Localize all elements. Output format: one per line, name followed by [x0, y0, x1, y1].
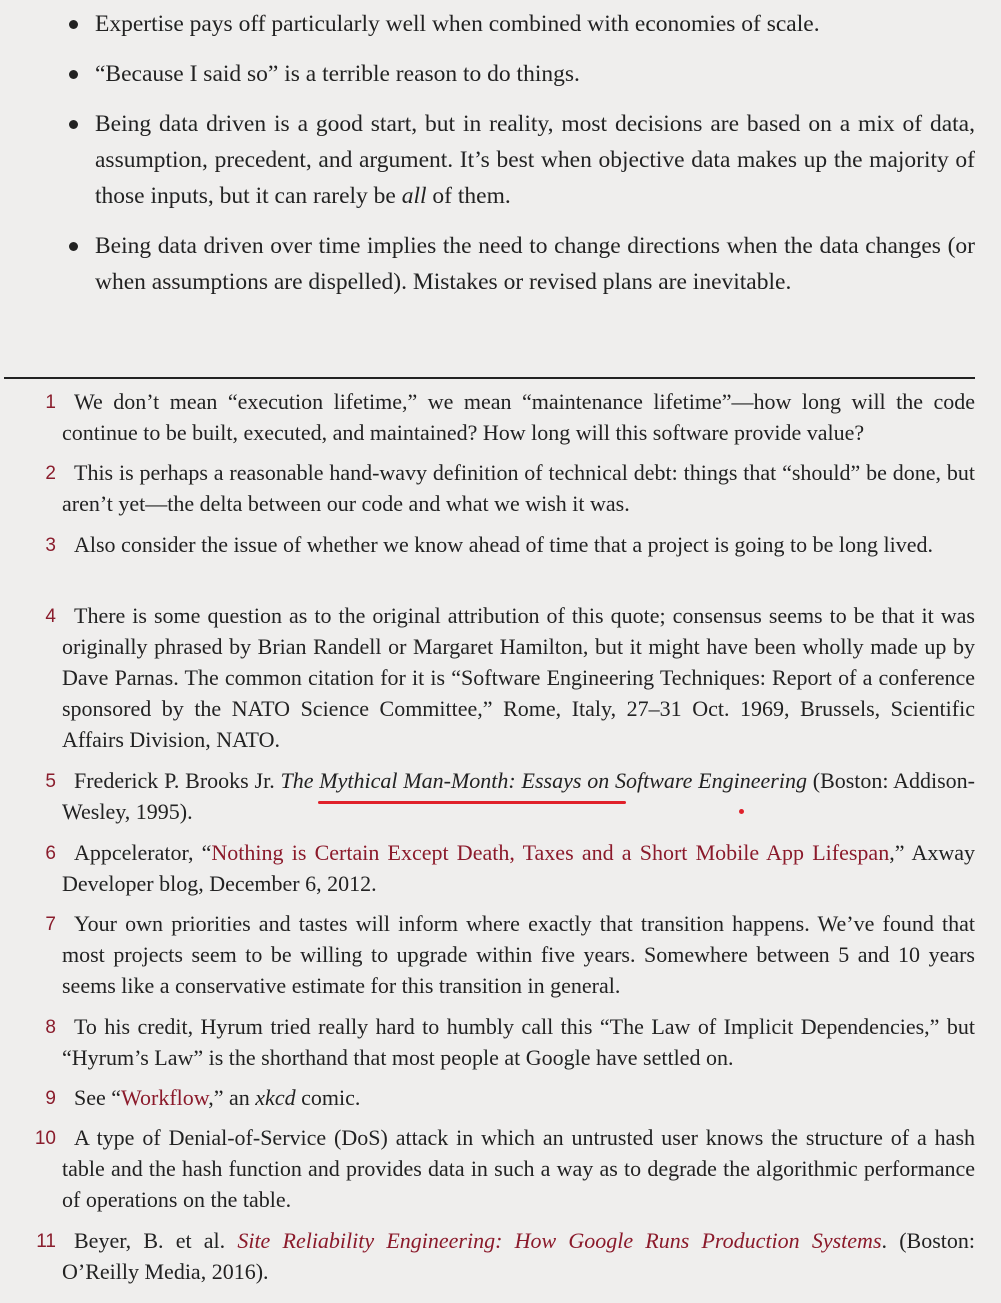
footnote-number[interactable]: 7	[45, 914, 56, 935]
footnote-11	[36, 1225, 975, 1287]
footnote-number[interactable]: 1	[45, 392, 56, 413]
bullet-item: “Because I said so” is a terrible reason to do things.	[95, 56, 975, 92]
footnote-number[interactable]: 6	[45, 843, 56, 864]
citation-author: Frederick P. Brooks Jr.	[74, 768, 281, 793]
citation-prefix: See “	[74, 1085, 122, 1110]
red-dot-annotation	[739, 809, 744, 814]
citation-suffix: comic.	[295, 1085, 361, 1110]
red-underline-annotation	[318, 801, 626, 804]
bullet-text: of them.	[426, 183, 511, 209]
footnote-3	[45, 529, 975, 560]
footnote-text: This is perhaps a reasonable hand-wavy definition of technical debt: things that “should” be done, but aren’t yet—the delta between our code and what we wish it was.	[62, 460, 975, 516]
footnote-text: A type of Denial-of-Service (DoS) attack in which an untrusted user knows the structure of a hash table and the hash function and provides data in such a way as to degrade the algorithmic performance of operations on the table.	[62, 1125, 975, 1212]
book-title: The Mythical Man-Month: Essays on Software Engineering	[280, 768, 807, 793]
footnote-6	[45, 837, 975, 899]
citation-middle: ,” an	[208, 1085, 256, 1110]
citation-detail: ,” Axway Developer blog, December 6, 2012.	[62, 840, 975, 896]
article-link[interactable]: Nothing is Certain Except Death, Taxes and a Short Mobile App Lifespan	[211, 840, 890, 865]
citation-publisher: . (Boston: O’Reilly Media, 2016).	[62, 1228, 975, 1284]
footnote-number[interactable]: 11	[36, 1231, 56, 1252]
citation-publisher: (Boston: Addison-Wesley, 1995).	[62, 768, 976, 824]
bullet-emphasis: all	[401, 183, 427, 209]
footnote-text	[62, 765, 975, 827]
bullet-text: Being data driven is a good start, but in reality, most decisions are based on a mix of data, assumption, precedent, and argument. It’s best when objective data makes up the majority of those inputs, but it can rarely be	[95, 111, 975, 209]
footnote-divider	[4, 377, 975, 379]
footnote-9	[45, 1082, 975, 1113]
bullet-item: Expertise pays off particularly well when combined with economies of scale.	[95, 6, 975, 42]
footnote-text: There is some question as to the original attribution of this quote; consensus seems to be that it was originally phrased by Brian Randell or Margaret Hamilton, but it might have been wholly made up by Dave Parnas. The common citation for it is “Software Engineering Techniques: Report of a conference sponsored by the NATO Science Committee,” Rome, Italy, 27–31 Oct. 1969, Brussels, Scientific Affairs Division, NATO.	[62, 603, 975, 752]
footnote-number[interactable]: 2	[45, 463, 56, 484]
footnote-10	[34, 1122, 975, 1215]
citation-source: Appcelerator, “	[74, 840, 212, 865]
footnote-8	[45, 1011, 975, 1073]
citation-author: Beyer, B. et al.	[74, 1228, 238, 1253]
comic-name: xkcd	[255, 1085, 296, 1110]
footnote-4	[45, 600, 975, 755]
footnote-text	[62, 1225, 975, 1287]
footnote-number[interactable]: 10	[34, 1128, 56, 1149]
footnote-number[interactable]: 9	[45, 1088, 56, 1109]
footnote-number[interactable]: 4	[45, 606, 56, 627]
footnote-text: We don’t mean “execution lifetime,” we mean “maintenance lifetime”—how long will the code continue to be built, executed, and maintained? How long will this software provide value?	[62, 389, 975, 445]
footnote-text: To his credit, Hyrum tried really hard to humbly call this “The Law of Implicit Dependencies,” but “Hyrum’s Law” is the shorthand that most people at Google have settled on.	[62, 1014, 975, 1070]
footnote-number[interactable]: 3	[45, 535, 56, 556]
comic-link[interactable]: Workflow	[121, 1085, 209, 1110]
footnote-1	[45, 386, 975, 448]
footnote-text: Also consider the issue of whether we know ahead of time that a project is going to be long lived.	[74, 532, 934, 557]
bullet-item	[95, 106, 975, 214]
footnote-number[interactable]: 5	[45, 771, 56, 792]
bullet-item: Being data driven over time implies the need to change directions when the data changes (or when assumptions are dispelled). Mistakes or revised plans are inevitable.	[95, 228, 975, 300]
book-link[interactable]: Site Reliability Engineering: How Google Runs Production Systems	[237, 1228, 882, 1253]
footnote-7	[45, 908, 975, 1001]
footnote-5	[45, 765, 976, 827]
footnote-number[interactable]: 8	[45, 1017, 56, 1038]
footnote-text	[62, 837, 975, 899]
footnote-text: Your own priorities and tastes will inform where exactly that transition happens. We’ve found that most projects seem to be willing to upgrade within five years. Somewhere between 5 and 10 years seems like a conservative estimate for this transition in general.	[62, 911, 975, 998]
footnote-text	[62, 1082, 975, 1113]
footnote-2	[45, 457, 975, 519]
